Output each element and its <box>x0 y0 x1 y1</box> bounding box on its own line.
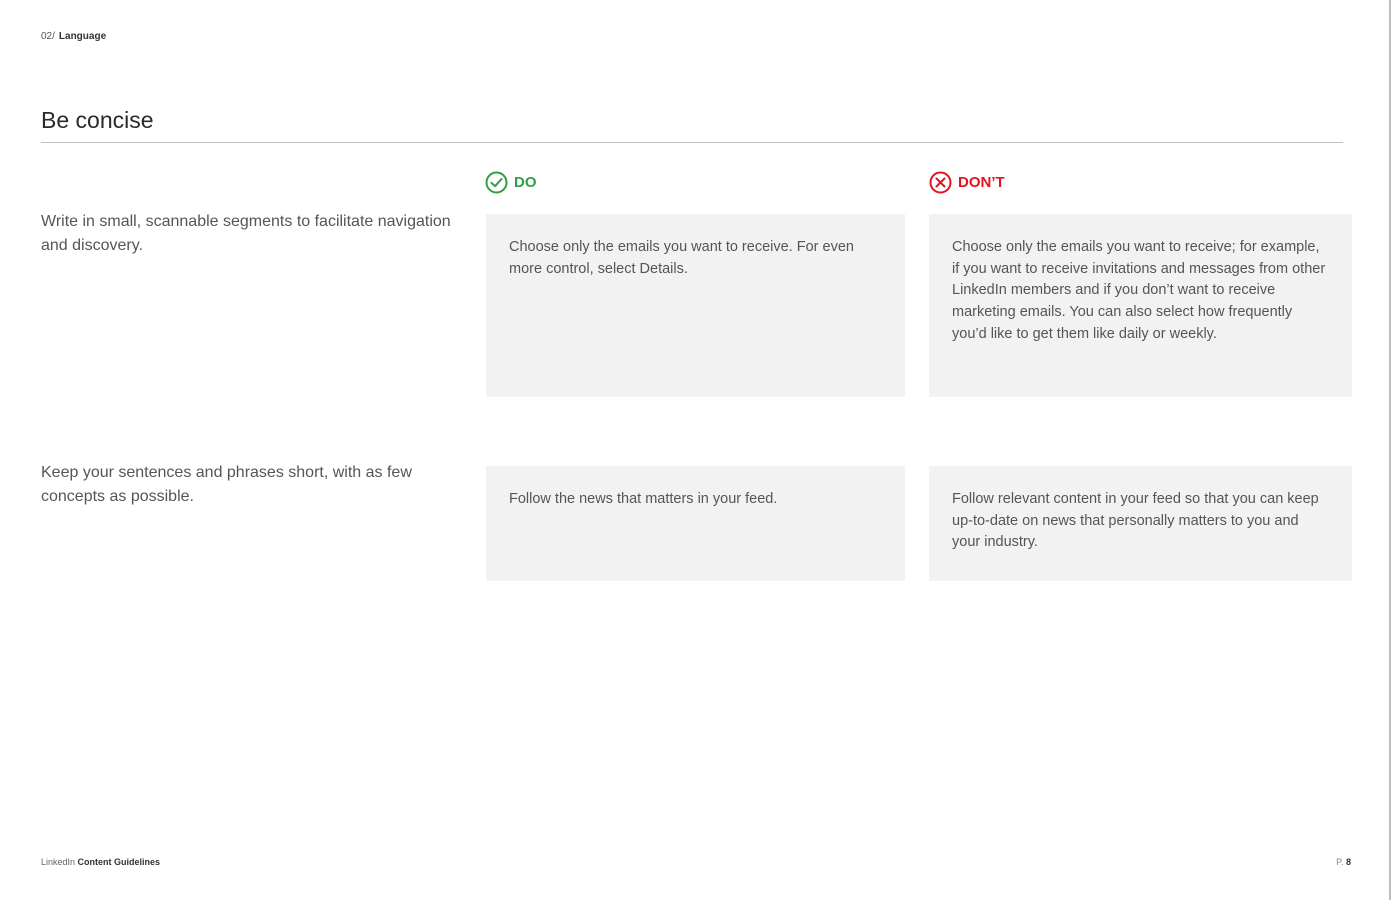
footer-brand: LinkedIn <box>41 857 76 867</box>
do-column-header <box>485 171 537 194</box>
section-name: Language <box>58 31 107 42</box>
page-number-value: 8 <box>1345 857 1351 867</box>
footer-document-title <box>41 857 160 867</box>
row-1-dont-example: Choose only the emails you want to receive; for example, if you want to receive invitations and messages from other LinkedIn members and if you don’t want to receive marketing emails. You can also select how frequently you’d like to get them like daily or weekly. <box>929 214 1352 397</box>
section-header <box>41 31 106 42</box>
row-1-description: Write in small, scannable segments to facilitate navigation and discovery. <box>41 213 451 254</box>
dont-label: DON’T <box>958 174 1005 191</box>
page-number <box>1336 857 1351 867</box>
section-number: 02/ <box>41 31 55 42</box>
row-1-do-example: Choose only the emails you want to receive. For even more control, select Details. <box>486 214 905 397</box>
title-divider <box>41 142 1343 143</box>
row-2-do-example: Follow the news that matters in your feed. <box>486 466 905 581</box>
row-2-dont-example: Follow relevant content in your feed so that you can keep up-to-date on news that personally matters to you and your industry. <box>929 466 1352 581</box>
do-label: DO <box>514 174 537 191</box>
check-circle-icon <box>485 171 508 194</box>
dont-column-header <box>929 171 1005 194</box>
x-circle-icon <box>929 171 952 194</box>
footer-doc-name: Content Guidelines <box>77 857 161 867</box>
page-title: Be concise <box>41 107 154 133</box>
row-2-description: Keep your sentences and phrases short, with as few concepts as possible. <box>41 464 412 505</box>
page-prefix: P. <box>1336 857 1344 867</box>
